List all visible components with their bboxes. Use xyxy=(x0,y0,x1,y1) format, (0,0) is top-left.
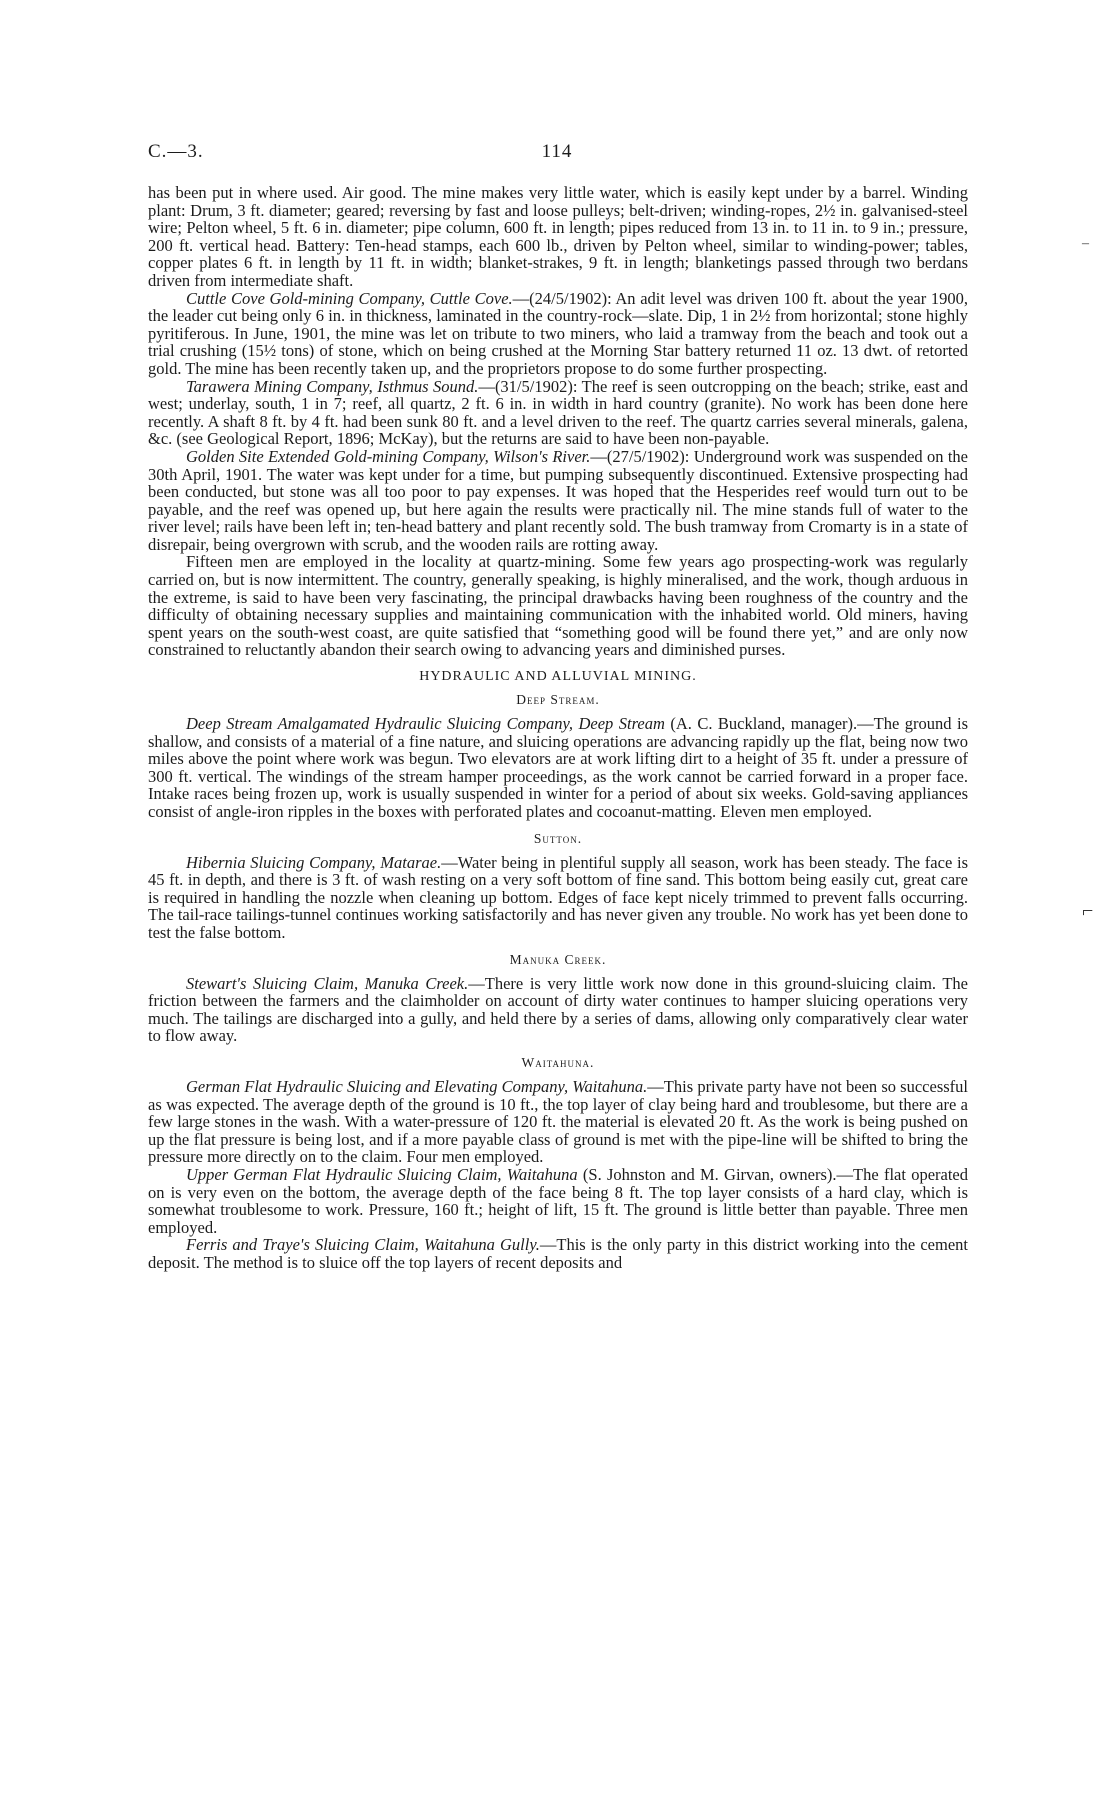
paragraph xyxy=(148,448,968,554)
paragraph-text: (S. Johnston and M. Girvan, owners).—The flat operated on is very even on the bottom, the average depth of the face being 8 ft. The top layer consists of a hard clay, which is somewhat troublesome to work. Pressure, 160 ft.; height of lift, 15 ft. The ground is little better than payable. Three men employed. xyxy=(148,1164,969,1237)
page-header xyxy=(148,141,966,171)
subsection-heading: Deep Stream. xyxy=(516,692,600,708)
paragraph xyxy=(148,1236,968,1271)
margin-mark: ⌐ xyxy=(1082,900,1094,922)
document-reference: C.—3. xyxy=(148,141,204,162)
company-name: German Flat Hydraulic Sluicing and Elevating Company, Waitahuna. xyxy=(186,1076,648,1096)
paragraph xyxy=(148,1078,968,1166)
company-name: Tarawera Mining Company, Isthmus Sound. xyxy=(186,376,479,396)
page-body xyxy=(148,184,968,1271)
paragraph xyxy=(148,378,968,448)
subsection-heading: Sutton. xyxy=(533,830,583,846)
paragraph xyxy=(148,715,968,821)
margin-mark: – xyxy=(1082,236,1089,251)
paragraph: Fifteen men are employed in the locality at quartz-mining. Some few years ago prospecting-work was regularly carried on, but is now intermittent. The country, generally speaking, is highly mineralised, and the work, though arduous in the extreme, is said to have been very fascinating, the principal drawbacks having been roughness of the country and the difficulty of obtaining necessary supplies and maintaining communication with the inhabited world. Old miners, having spent years on the south-west coast, are quite satisfied that “something good will be found there yet,” and are only now constrained to reluctantly abandon their search owing to advancing years and diminished purses. xyxy=(148,552,968,660)
paragraph: has been put in where used. Air good. The mine makes very little water, which is easily kept under by a barrel. Winding plant: Drum, 3 ft. diameter; geared; reversing by fast and loose pulleys; belt-driven; winding-ropes, 2½ in. galvanised-steel wire; Pelton wheel, 5 ft. 6 in. diameter; pipe column, 600 ft. in length; pipes reduced from 13 in. to 11 in. to 9 in.; pressure, 200 ft. vertical head. Battery: Ten-head stamps, each 600 lb., driven by Pelton wheel, similar to winding-power; tables, copper plates 6 ft. in length by 11 ft. in width; blanket-strakes, 9 ft. in length; blanketings passed through two berdans driven from intermediate shaft. xyxy=(148,183,968,290)
page-number: 114 xyxy=(541,141,573,162)
paragraph-text: —Water being in plentiful supply all season, work has been steady. The face is 45 ft. in depth, and there is 3 ft. of wash resting on a very soft bottom of fine sand. This bottom being easily cut, great care is required in handling the nozzle when cleaning up bottom. Edges of face kept nicely trimmed to prevent falls occurring. The tail-race tailings-tunnel continues working satisfactorily and has never given any trouble. No work has yet been done to test the false bottom. xyxy=(148,852,968,942)
paragraph xyxy=(148,854,968,942)
paragraph-text: (A. C. Buckland, manager).—The ground is shallow, and consists of a material of a fine nature, and sluicing operations are advancing rapidly up the flat, being now two miles above the point where work was begun. Two elevators are at work lifting dirt to a height of 35 ft. under a pressure of 300 ft. vertical. The windings of the stream hamper proceedings, as the work cannot be carried forward in a proper face. Intake races being frozen up, work is usually suspended in winter for a period of about six weeks. Gold-saving appliances consist of angle-iron ripples in the boxes with perforated plates and cocoanut-matting. Eleven men employed. xyxy=(148,714,968,821)
paragraph-text: —This private party have not been so successful as was expected. The average depth of the ground is 10 ft., the top layer of clay being hard and troublesome, but there are a few large stones in the wash. With a water-pressure of 120 ft. the material is elevated 20 ft. As the work is being pushed on up the flat pressure is being lost, and if a more payable class of ground is met with the pipe-line will be shifted to bring the pressure more directly on to the claim. Four men employed. xyxy=(148,1076,968,1167)
company-name: Stewart's Sluicing Claim, Manuka Creek. xyxy=(186,973,469,993)
paragraph xyxy=(148,975,968,1045)
paragraph-text: —This is the only party in this district working into the cement deposit. The method is to sluice off the top layers of recent deposits and xyxy=(148,1235,968,1272)
company-name: Hibernia Sluicing Company, Matarae. xyxy=(186,852,442,872)
subsection-heading: Manuka Creek. xyxy=(509,951,607,967)
company-name: Ferris and Traye's Sluicing Claim, Waitahuna Gully. xyxy=(186,1235,540,1255)
paragraph-text: —(24/5/1902): An adit level was driven 100 ft. about the year 1900, the leader cut being only 6 in. in thickness, laminated in the country-rock—slate. Dip, 1 in 2½ from horizontal; stone highly pyritiferous. In June, 1901, the mine was let on tribute to two miners, who laid a tramway from the beach and took out a trial crushing (15½ tons) of stone, which on being crushed at the Morning Star battery returned 11 oz. 13 dwt. of retorted gold. The mine has been recently taken up, and the proprietors propose to do some further prospecting. xyxy=(148,288,968,378)
company-name: Upper German Flat Hydraulic Sluicing Claim, Waitahuna xyxy=(186,1164,578,1184)
section-heading: HYDRAULIC AND ALLUVIAL MINING. xyxy=(419,669,697,685)
paragraph-text: —(31/5/1902): The reef is seen outcropping on the beach; strike, east and west; underlay, south, 1 in 7; reef, all quartz, 2 ft. 6 in. in width in hard country (granite). No work has been done here recently. A shaft 8 ft. by 4 ft. had been sunk 80 ft. and a level driven to the reef. The quartz carries several minerals, galena, &c. (see Geological Report, 1896; McKay), but the returns are said to have been non-payable. xyxy=(148,376,968,449)
paragraph xyxy=(148,1166,968,1236)
subsection-heading: Waitahuna. xyxy=(521,1054,595,1070)
paragraph-text: —(27/5/1902): Underground work was suspended on the 30th April, 1901. The water was kept under for a time, but pumping subsequently discontinued. Extensive prospecting had been conducted, but stone was all too poor to pay expenses. It was hoped that the Hesperides reef would turn out to be payable, and the reef was opened up, but here again the results were practically nil. The mine stands full of water to the river level; rails have been left in; ten-head battery and plant recently sold. The bush tramway from Cromarty is in a state of disrepair, being overgrown with scrub, and the wooden rails are rotting away. xyxy=(148,446,968,554)
paragraph xyxy=(148,290,968,378)
paragraph-text: —There is very little work now done in this ground-sluicing claim. The friction between the farmers and the claimholder on account of dirty water continues to hamper sluicing operations very much. The tailings are discharged into a gully, and held there by a series of dams, allowing only comparatively clear water to flow away. xyxy=(148,973,969,1046)
company-name: Cuttle Cove Gold-mining Company, Cuttle Cove. xyxy=(186,288,513,308)
company-name: Golden Site Extended Gold-mining Company, Wilson's River. xyxy=(186,446,591,466)
company-name: Deep Stream Amalgamated Hydraulic Sluicing Company, Deep Stream xyxy=(186,714,665,734)
